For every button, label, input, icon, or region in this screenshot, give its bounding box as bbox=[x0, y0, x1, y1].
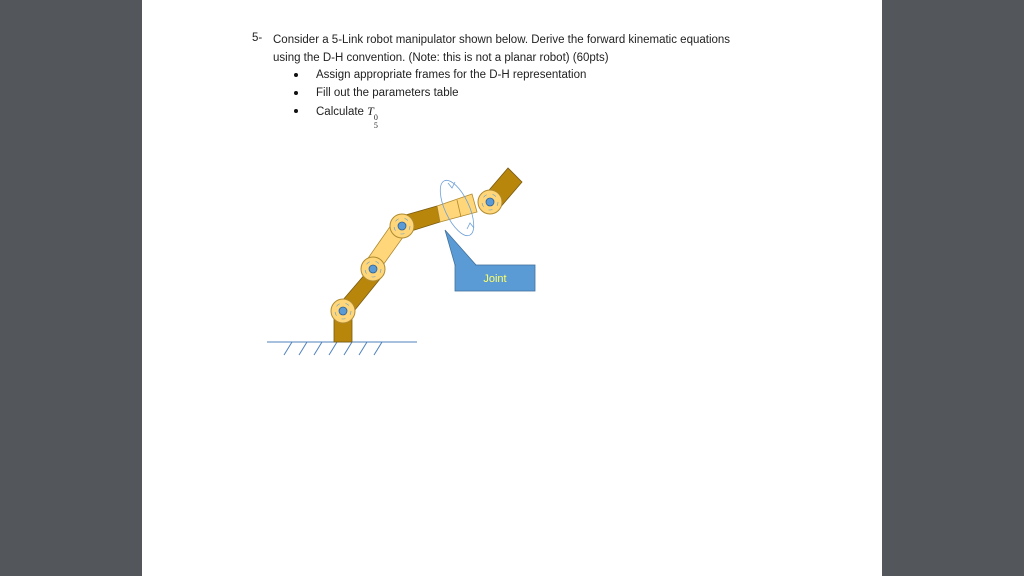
task-item: Fill out the parameters table bbox=[294, 84, 586, 102]
math-subscript: 5 bbox=[373, 121, 378, 130]
joint-5 bbox=[478, 190, 502, 214]
task-label: Calculate bbox=[316, 106, 364, 118]
joint-2 bbox=[361, 257, 385, 281]
question-text bbox=[273, 31, 793, 67]
question-line-2: using the D-H convention. (Note: this is not a planar robot) (60pts) bbox=[273, 52, 609, 64]
ground-hatch bbox=[284, 342, 382, 355]
task-list bbox=[294, 66, 586, 130]
joint-1 bbox=[331, 299, 355, 323]
transform-symbol bbox=[367, 104, 378, 130]
math-superscript: 0 bbox=[373, 113, 378, 122]
link-4 bbox=[437, 194, 477, 222]
joint-callout bbox=[445, 230, 535, 291]
question-number: 5- bbox=[252, 32, 263, 44]
math-symbol: T bbox=[367, 104, 374, 118]
document-page bbox=[142, 0, 882, 576]
joint-3 bbox=[390, 214, 414, 238]
task-item: Assign appropriate frames for the D-H representation bbox=[294, 66, 586, 84]
question-line-1: Consider a 5-Link robot manipulator shown below. Derive the forward kinematic equations bbox=[273, 34, 731, 46]
ground bbox=[267, 342, 417, 355]
robot-manipulator-diagram bbox=[262, 150, 562, 380]
task-item bbox=[294, 102, 586, 130]
callout-label: Joint bbox=[483, 273, 507, 285]
